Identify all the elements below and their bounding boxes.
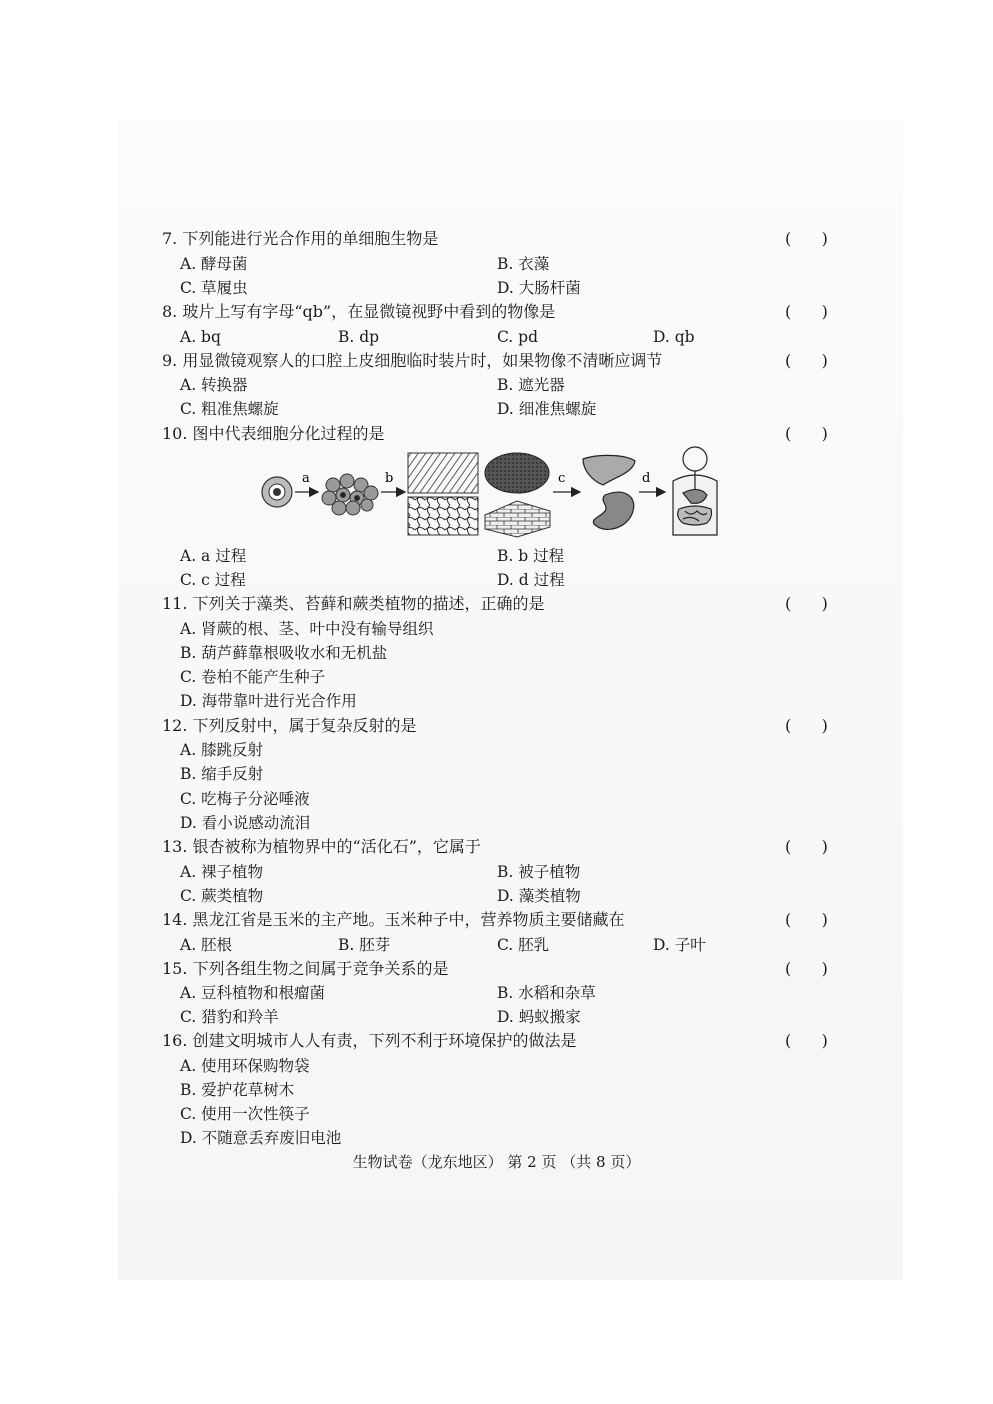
question-12-option-c[interactable]: C. 吃梅子分泌唾液 (180, 790, 310, 808)
question-14-option-c[interactable]: C. 胚乳 (497, 936, 550, 954)
question-7-option-c[interactable]: C. 草履虫 (180, 279, 248, 297)
question-14-option-d[interactable]: D. 子叶 (653, 936, 706, 954)
question-11-option-b[interactable]: B. 葫芦藓靠根吸收水和无机盐 (180, 644, 388, 662)
stomach-organ-icon (593, 492, 633, 529)
label-c: c (558, 471, 566, 486)
question-7-stem: 7. 下列能进行光合作用的单细胞生物是 (162, 229, 439, 248)
question-13-option-c[interactable]: C. 蕨类植物 (180, 887, 264, 905)
question-10-option-b[interactable]: B. b 过程 (497, 547, 565, 565)
question-12-stem: 12. 下列反射中，属于复杂反射的是 (162, 716, 417, 735)
nerve-tissue-image (408, 497, 478, 535)
question-7-option-d[interactable]: D. 大肠杆菌 (497, 279, 581, 297)
question-8-option-c[interactable]: C. pd (497, 328, 539, 346)
question-16-option-b[interactable]: B. 爱护花草树木 (180, 1081, 295, 1099)
question-16-stem: 16. 创建文明城市人人有责，下列不利于环境保护的做法是 (162, 1031, 577, 1050)
liver-organ-icon (583, 455, 635, 485)
question-13-option-a[interactable]: A. 裸子植物 (180, 863, 264, 881)
question-14-answer-bracket[interactable]: ( ) (785, 910, 830, 929)
page-footer: 生物试卷（龙东地区） 第 2 页 （共 8 页） (352, 1153, 641, 1171)
question-12-option-a[interactable]: A. 膝跳反射 (180, 741, 264, 759)
question-15-stem: 15. 下列各组生物之间属于竞争关系的是 (162, 959, 449, 978)
label-d: d (642, 471, 651, 486)
question-15-option-c[interactable]: C. 猎豹和羚羊 (180, 1008, 279, 1026)
question-8-option-d[interactable]: D. qb (653, 328, 695, 346)
digestive-system-icon (673, 447, 717, 535)
cell-cluster-icon (322, 474, 378, 515)
muscle-tissue-image (408, 453, 478, 493)
question-11-stem: 11. 下列关于藻类、苔藓和蕨类植物的描述，正确的是 (162, 594, 545, 613)
question-7-option-b[interactable]: B. 衣藻 (497, 255, 550, 273)
question-13-stem: 13. 银杏被称为植物界中的“活化石”，它属于 (162, 837, 481, 856)
question-8-stem: 8. 玻片上写有字母“qb”，在显微镜视野中看到的物像是 (162, 302, 556, 321)
question-10-answer-bracket[interactable]: ( ) (785, 424, 830, 443)
question-13-option-d[interactable]: D. 藻类植物 (497, 887, 581, 905)
question-12-option-b[interactable]: B. 缩手反射 (180, 765, 264, 783)
question-16-option-a[interactable]: A. 使用环保购物袋 (180, 1057, 310, 1075)
question-10-stem: 10. 图中代表细胞分化过程的是 (162, 424, 385, 443)
question-14-stem: 14. 黑龙江省是玉米的主产地。玉米种子中，营养物质主要储藏在 (162, 910, 625, 929)
question-14-option-a[interactable]: A. 胚根 (180, 936, 233, 954)
question-8-answer-bracket[interactable]: ( ) (785, 302, 830, 321)
question-13-answer-bracket[interactable]: ( ) (785, 837, 830, 856)
single-cell-icon (262, 477, 292, 507)
question-11-option-c[interactable]: C. 卷柏不能产生种子 (180, 668, 326, 686)
question-15-answer-bracket[interactable]: ( ) (785, 959, 830, 978)
question-10-option-d[interactable]: D. d 过程 (497, 571, 565, 589)
question-16-option-c[interactable]: C. 使用一次性筷子 (180, 1105, 310, 1123)
question-7-option-a[interactable]: A. 酵母菌 (180, 255, 248, 273)
question-10-option-a[interactable]: A. a 过程 (180, 547, 247, 565)
question-9-option-c[interactable]: C. 粗准焦螺旋 (180, 400, 279, 418)
question-11-option-d[interactable]: D. 海带靠叶进行光合作用 (180, 692, 357, 710)
question-9-option-d[interactable]: D. 细准焦螺旋 (497, 400, 597, 418)
label-b: b (385, 471, 394, 486)
question-8-option-b[interactable]: B. dp (338, 328, 380, 346)
question-9-option-a[interactable]: A. 转换器 (180, 376, 248, 394)
question-11-answer-bracket[interactable]: ( ) (785, 594, 830, 613)
question-9-answer-bracket[interactable]: ( ) (785, 351, 830, 370)
question-7-answer-bracket[interactable]: ( ) (785, 229, 830, 248)
question-11-option-a[interactable]: A. 肾蕨的根、茎、叶中没有输导组织 (180, 620, 434, 638)
question-16-answer-bracket[interactable]: ( ) (785, 1031, 830, 1050)
question-14-option-b[interactable]: B. 胚芽 (338, 936, 391, 954)
cell-differentiation-diagram (255, 445, 730, 540)
question-15-option-b[interactable]: B. 水稻和杂草 (497, 984, 596, 1002)
question-13-option-b[interactable]: B. 被子植物 (497, 863, 581, 881)
connective-tissue-image (485, 501, 550, 537)
question-15-option-d[interactable]: D. 蚂蚁搬家 (497, 1008, 581, 1026)
question-9-option-b[interactable]: B. 遮光器 (497, 376, 565, 394)
question-12-option-d[interactable]: D. 看小说感动流泪 (180, 814, 311, 832)
question-9-stem: 9. 用显微镜观察人的口腔上皮细胞临时装片时，如果物像不清晰应调节 (162, 351, 663, 370)
question-8-option-a[interactable]: A. bq (180, 328, 221, 346)
label-a: a (302, 471, 310, 486)
question-10-option-c[interactable]: C. c 过程 (180, 571, 246, 589)
question-12-answer-bracket[interactable]: ( ) (785, 716, 830, 735)
question-16-option-d[interactable]: D. 不随意丢弃废旧电池 (180, 1129, 342, 1147)
question-15-option-a[interactable]: A. 豆科植物和根瘤菌 (180, 984, 326, 1002)
